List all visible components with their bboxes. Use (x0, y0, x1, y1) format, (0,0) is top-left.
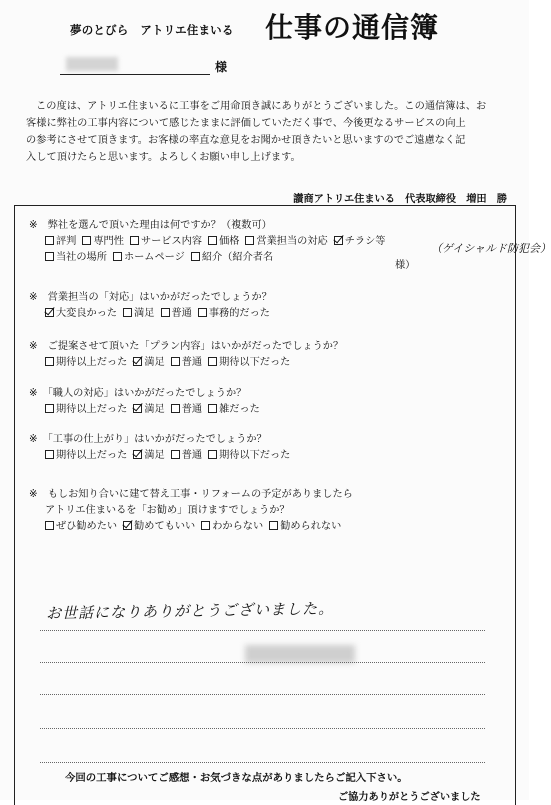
option[interactable] (191, 250, 273, 266)
question-1 (29, 218, 392, 266)
option-row (29, 234, 392, 250)
option-label: わからない (212, 521, 264, 532)
option[interactable] (171, 448, 202, 464)
question-title: ※ 弊社を選んで頂いた理由は何ですか？（複数可） (29, 220, 272, 231)
option-row (29, 448, 296, 464)
question-title: ※ ご提案させて頂いた「プラン内容」はいかがだったでしょうか？ (29, 341, 344, 352)
option-label: ホームページ (123, 252, 185, 263)
option[interactable] (82, 234, 124, 250)
handwritten-comment: お世話になりありがとうございました。 (45, 599, 335, 623)
checkbox[interactable] (198, 308, 207, 317)
checkbox[interactable] (191, 252, 200, 261)
checked-checkbox[interactable] (123, 521, 132, 530)
checked-checkbox[interactable] (133, 450, 142, 459)
option-label: 勧められない (280, 521, 342, 532)
option-row (29, 250, 392, 266)
question-6 (29, 487, 353, 535)
intro-line: この度は、アトリエ住まいるに工事をご用命頂き誠にありがとうございました。この通信簿は、お (36, 101, 487, 112)
page-title: 仕事の通信簿 (265, 11, 440, 44)
option[interactable] (171, 355, 202, 371)
checkbox[interactable] (161, 308, 170, 317)
intro-line: の参考にさせて頂きます。お客様の率直な意見をお聞かせ頂きたいと思いますのでご遠慮なく記 (26, 135, 466, 146)
checked-checkbox[interactable] (133, 357, 142, 366)
option-label: 期待以上だった (56, 450, 128, 461)
checkbox[interactable] (245, 236, 254, 245)
customer-honorific: 様 (215, 60, 228, 74)
question-title: ※ もしお知り合いに建て替え工事・リフォームの予定がありましたら (29, 489, 353, 500)
tagline: 夢のとびら アトリエ住まいる (70, 23, 234, 37)
checked-checkbox[interactable] (45, 308, 54, 317)
option-label: 期待以下だった (219, 357, 291, 368)
option[interactable] (45, 402, 127, 418)
option[interactable] (171, 402, 202, 418)
option-label: 期待以上だった (56, 357, 128, 368)
option[interactable] (130, 234, 202, 250)
comment-line (40, 630, 485, 631)
option-label: 普通 (171, 308, 192, 319)
redacted-customer-name (66, 57, 118, 71)
checkbox[interactable] (201, 521, 210, 530)
option-label: 紹介（紹介者名 (201, 252, 274, 263)
checkbox[interactable] (113, 252, 122, 261)
option[interactable] (45, 448, 127, 464)
checkbox[interactable] (208, 357, 217, 366)
option[interactable] (123, 519, 195, 535)
signature: 讃商アトリエ住まいる 代表取締役 増田 勝 (293, 194, 507, 205)
name-underline (60, 74, 210, 75)
comment-line (40, 662, 485, 663)
option[interactable] (208, 234, 239, 250)
option[interactable] (208, 402, 260, 418)
option-label: 普通 (181, 357, 203, 368)
option[interactable] (269, 519, 341, 535)
option-label: 当社の場所 (56, 252, 107, 263)
option-label: 期待以下だった (219, 450, 291, 461)
option[interactable] (45, 355, 127, 371)
option-label: 普通 (181, 450, 203, 461)
option-row (29, 306, 276, 322)
checkbox[interactable] (45, 236, 54, 245)
option-label: 満足 (144, 404, 165, 415)
question-title: ※ 「工事の仕上がり」はいかがだったでしょうか？ (29, 434, 267, 445)
option[interactable] (45, 250, 107, 266)
option-label: 期待以上だった (56, 404, 128, 415)
question-title-cont: アトリエ住まいるを「お勧め」頂けますでしょうか？ (45, 505, 290, 516)
checkbox[interactable] (130, 236, 139, 245)
question-4 (29, 386, 266, 418)
option-label: ぜひ勧めたい (56, 521, 118, 532)
comment-line (40, 762, 485, 763)
referrer-suffix: 様） (395, 260, 416, 271)
option-label: 専門性 (93, 236, 124, 247)
option[interactable] (334, 234, 386, 250)
checkbox[interactable] (208, 450, 217, 459)
question-title: ※ 営業担当の「対応」はいかがだったでしょうか？ (29, 292, 272, 303)
option[interactable] (133, 402, 164, 418)
checkbox[interactable] (45, 404, 54, 413)
option[interactable] (133, 355, 164, 371)
option[interactable] (161, 306, 192, 322)
checkbox[interactable] (82, 236, 91, 245)
option[interactable] (123, 306, 154, 322)
option-label: 大変良かった (56, 308, 118, 319)
checkbox[interactable] (45, 357, 54, 366)
option-label: 価格 (219, 236, 240, 247)
checkbox[interactable] (171, 357, 180, 366)
checkbox[interactable] (123, 308, 132, 317)
option[interactable] (208, 448, 290, 464)
comment-line (40, 728, 485, 729)
option-label: 満足 (144, 357, 165, 368)
option[interactable] (198, 306, 270, 322)
header (70, 6, 510, 46)
checkbox[interactable] (45, 252, 54, 261)
handwritten-note: （ゲイシャルド防犯会） (431, 242, 551, 255)
checkbox[interactable] (45, 450, 54, 459)
checkbox[interactable] (171, 404, 180, 413)
option-label: 勧めてもいい (134, 521, 196, 532)
question-title: ※ 「職人の対応」はいかがだったでしょうか？ (29, 388, 247, 399)
option-label: 普通 (181, 404, 203, 415)
checkbox[interactable] (269, 521, 278, 530)
option-label: チラシ等 (344, 236, 386, 247)
checkbox[interactable] (45, 521, 54, 530)
footer-thanks: ご協力ありがとうございました (338, 792, 481, 803)
option[interactable] (45, 306, 117, 322)
option[interactable] (133, 448, 164, 464)
customer-name-field (60, 55, 235, 77)
option[interactable] (245, 234, 327, 250)
comment-title: 今回の工事についてご感想・お気づきな点がありましたらご記入下さい。 (65, 772, 408, 784)
option-label: 評判 (56, 236, 77, 247)
option-row (29, 402, 266, 418)
comment-line (40, 694, 485, 695)
option-label: 営業担当の対応 (256, 236, 328, 247)
option[interactable] (113, 250, 185, 266)
option-row (29, 519, 353, 535)
option-label: 満足 (144, 450, 165, 461)
intro-text (26, 98, 510, 166)
option-row (29, 355, 343, 371)
option-label: サービス内容 (140, 236, 203, 247)
option-label: 雑だった (219, 404, 260, 415)
option-label: 満足 (134, 308, 155, 319)
question-2 (29, 290, 276, 322)
option[interactable] (208, 355, 290, 371)
option[interactable] (201, 519, 263, 535)
checkbox[interactable] (208, 236, 217, 245)
option[interactable] (45, 519, 117, 535)
redacted-signature (245, 645, 355, 663)
question-5 (29, 432, 296, 464)
intro-line: 入して頂けたらと思います。よろしくお願い申し上げます。 (26, 152, 301, 163)
checkbox[interactable] (208, 404, 217, 413)
checked-checkbox[interactable] (334, 236, 343, 245)
option-label: 事務的だった (208, 308, 270, 319)
question-3 (29, 339, 343, 371)
checkbox[interactable] (171, 450, 180, 459)
intro-line: 客様に弊社の工事内容について感じたままに評価していただく事で、今後更なるサービスの向上 (26, 118, 466, 129)
checked-checkbox[interactable] (133, 404, 142, 413)
option[interactable] (45, 234, 76, 250)
survey-form (14, 205, 551, 805)
